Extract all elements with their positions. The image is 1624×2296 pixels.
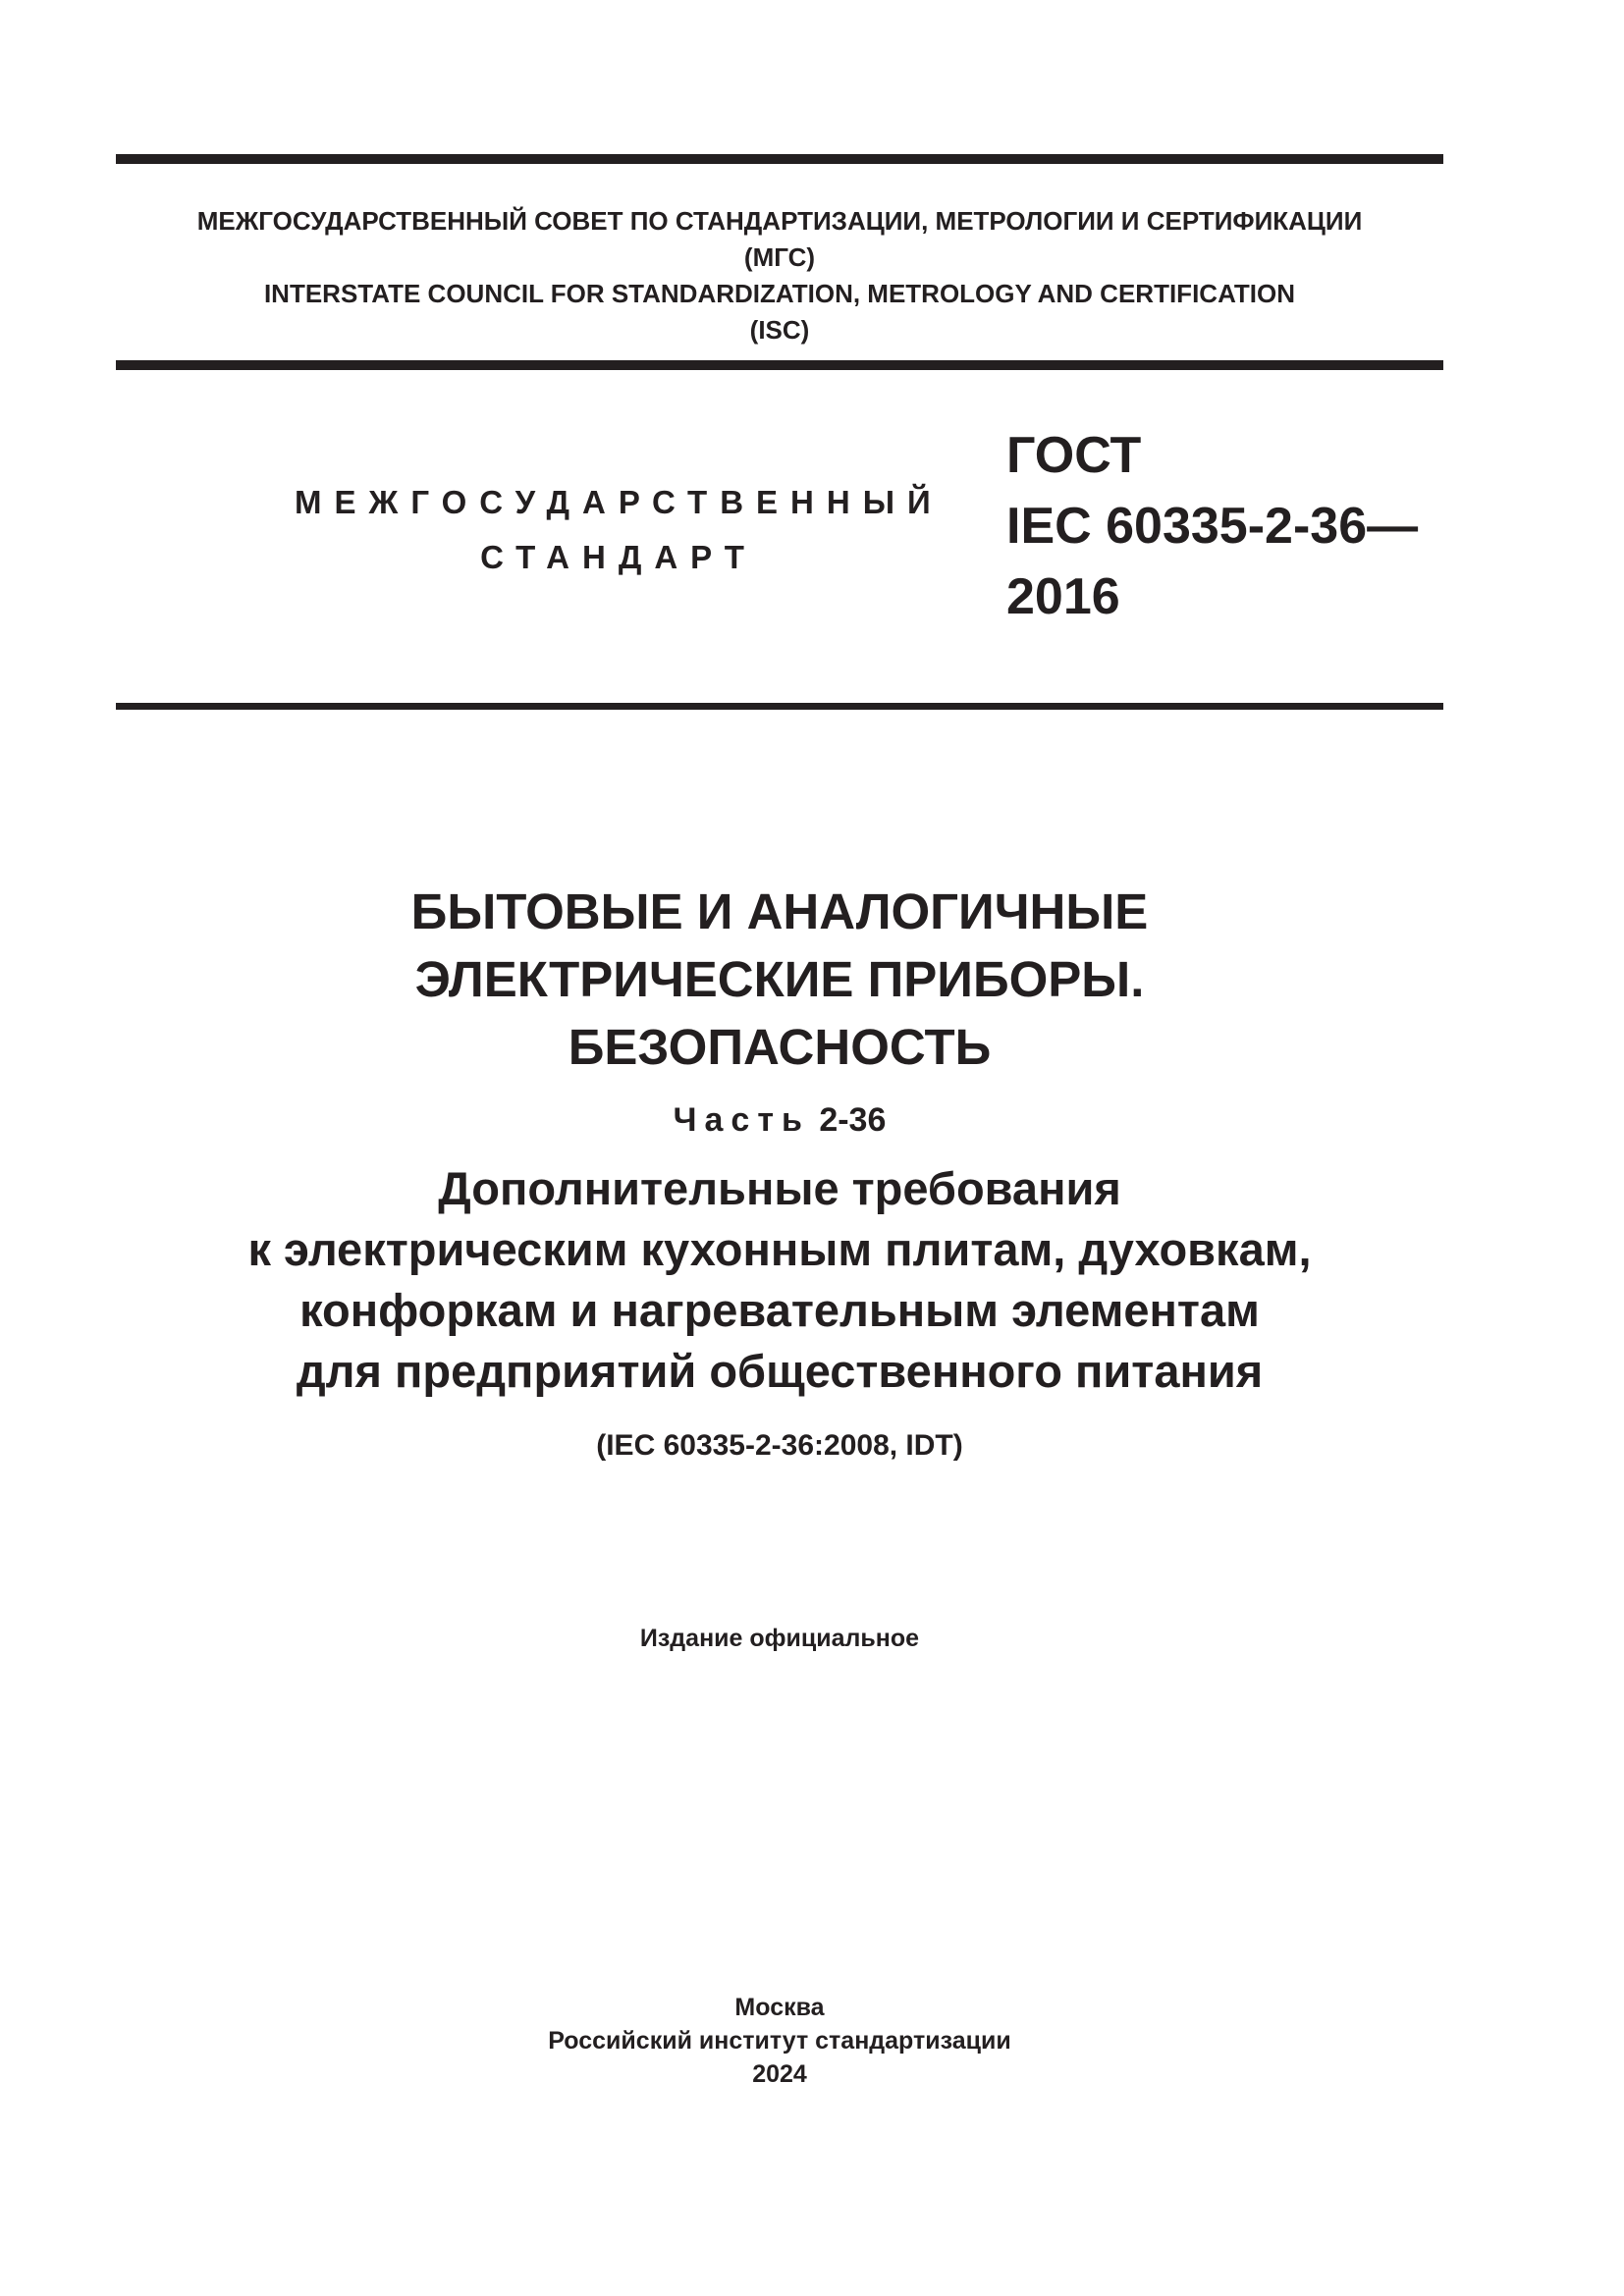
title-line2: ЭЛЕКТРИЧЕСКИЕ ПРИБОРЫ.: [414, 951, 1145, 1007]
publisher-city: Москва: [734, 1994, 825, 2021]
document-title: [116, 878, 1443, 1081]
standard-designation: [1006, 420, 1418, 632]
designation-rule: [116, 703, 1443, 710]
title-line1: БЫТОВЫЕ И АНАЛОГИЧНЫЕ: [410, 883, 1149, 939]
edition-label: Издание официальное: [639, 1625, 920, 1652]
publisher-block: [116, 1991, 1443, 2091]
council-header: [116, 203, 1443, 348]
subtitle-line2: к электрическим кухонным плитам, духовкам,: [247, 1223, 1312, 1275]
top-rule: [116, 154, 1443, 164]
council-abbr-en: (ISC): [749, 315, 810, 345]
document-subtitle: [116, 1158, 1443, 1402]
council-name-ru: МЕЖГОСУДАРСТВЕННЫЙ СОВЕТ ПО СТАНДАРТИЗАЦИИ, МЕТРОЛОГИИ И СЕРТИФИКАЦИИ: [196, 206, 1363, 236]
part-word: Часть: [673, 1101, 810, 1139]
header-rule: [116, 360, 1443, 370]
designation-number: IEC 60335-2-36—: [1006, 498, 1419, 555]
iec-reference: (IEC 60335-2-36:2008, IDT): [596, 1429, 963, 1462]
publisher-year: 2024: [752, 2060, 807, 2088]
council-name-en: INTERSTATE COUNCIL FOR STANDARDIZATION, METROLOGY AND CERTIFICATION: [263, 279, 1296, 308]
subtitle-line4: для предприятий общественного питания: [296, 1345, 1264, 1397]
standard-kind-line2: СТАНДАРТ: [480, 539, 757, 575]
part-label: [116, 1095, 1443, 1146]
designation-gost: ГОСТ: [1006, 427, 1142, 484]
standard-kind: [295, 475, 943, 585]
subtitle-line1: Дополнительные требования: [438, 1162, 1121, 1214]
council-abbr-ru: (МГС): [743, 242, 816, 272]
designation-year: 2016: [1006, 568, 1120, 625]
standard-kind-line1: МЕЖГОСУДАРСТВЕННЫЙ: [295, 484, 944, 520]
subtitle-line3: конфоркам и нагревательным элементам: [299, 1284, 1260, 1336]
part-number: 2-36: [819, 1101, 887, 1139]
publisher-institute: Российский институт стандартизации: [548, 2027, 1011, 2055]
title-line3: БЕЗОПАСНОСТЬ: [568, 1019, 992, 1075]
